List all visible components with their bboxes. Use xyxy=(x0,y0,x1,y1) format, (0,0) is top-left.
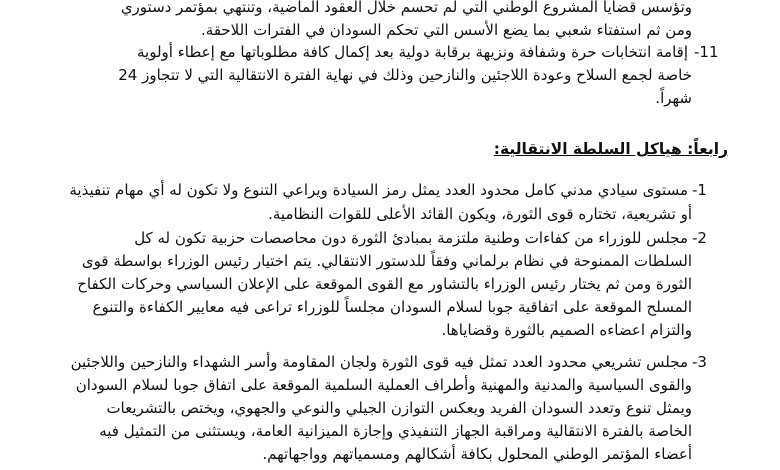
item-3-line-5: أعضاء المؤتمر الوطني المحلول بكافة أشكالهم ومسمياتهم وواجهاتهم. xyxy=(262,445,692,463)
item-2-line-3: الثورة ومن ثم يختار رئيس الوزراء بالتشاور مع القوى الموقعة على الإعلان السياسي وحركات الكفاح xyxy=(77,275,692,293)
item-3-number: -3 xyxy=(692,353,707,371)
item-2-line-5: والتزام اعضاءه الصميم بالثورة وقضاياها. xyxy=(441,321,692,339)
intro-line-1: وتؤسس قضايا المشروع الوطني التي لم تحسم خلال العقود الماضية، وتنتهي بمؤتمر دستوري xyxy=(120,0,692,16)
item-11-line-3: شهراً. xyxy=(655,89,692,107)
item-11-line-1: إقامة انتخابات حرة وشفافة ونزيهة برقابة دولية بعد إكمال كافة مطلوباتها مع إعطاء أولوية xyxy=(137,43,688,61)
item-2-number: -2 xyxy=(692,229,707,247)
section-heading: رابعاً: هياكل السلطة الانتقالية: xyxy=(493,140,728,158)
item-2-line-2: السلطات الممنوحة في نظام برلماني وفقاً للدستور الانتقالي. يتم اختيار رئيس الوزراء بواسطة قوى xyxy=(81,252,692,270)
item-2-line-4: المسلح الموقعة على اتفاقية جوبا لسلام السودان مجلساً للوزراء تراعى فيه معايير الكفاءة والتنوع xyxy=(92,298,692,316)
item-3-line-3: ويمثل تنوع وتعدد السودان الفريد ويعكس التوازن الجيلي والنوعي والجهوي، ويختص بالتشريعات xyxy=(106,399,692,417)
item-2-line-1: مجلس للوزراء من كفاءات وطنية ملتزمة بمبادئ الثورة دون محاصصات حزبية تكون له كل xyxy=(134,229,688,247)
item-11-line-2: خاصة لجمع السلاح وعودة اللاجئين والنازحين وذلك في نهاية الفترة الانتقالية التي لا تتجاوز 24 xyxy=(118,66,692,84)
item-11-number: -11 xyxy=(694,43,719,61)
item-1-line-2: أو تشريعية، تختاره قوى الثورة، ويكون القائد الأعلى للقوات النظامية. xyxy=(268,205,692,223)
item-1-line-1: مستوى سيادي مدني كامل محدود العدد يمثل رمز السيادة ويراعي التنوع ولا تكون له أي مهام تنفيذية xyxy=(69,181,688,199)
item-3-line-1: مجلس تشريعي محدود العدد تمثل فيه قوى الثورة ولجان المقاومة وأسر الشهداء والنازحين واللاجئين xyxy=(70,353,688,371)
intro-line-2: ومن ثم استفتاء شعبي بما يضع الأسس التي تحكم السودان في الفترات اللاحقة. xyxy=(201,21,692,39)
item-3-line-2: والقوى السياسية والمدنية والمهنية وأطراف العملية السلمية الموقعة على اتفاق جوبا لسلام السودان xyxy=(75,376,692,394)
item-1-number: -1 xyxy=(692,181,707,199)
item-3-line-4: الخاصة بالفترة الانتقالية ومراقبة الجهاز التنفيذي وإجازة الميزانية العامة، ويستثنى من التمثيل فيه xyxy=(99,422,692,440)
